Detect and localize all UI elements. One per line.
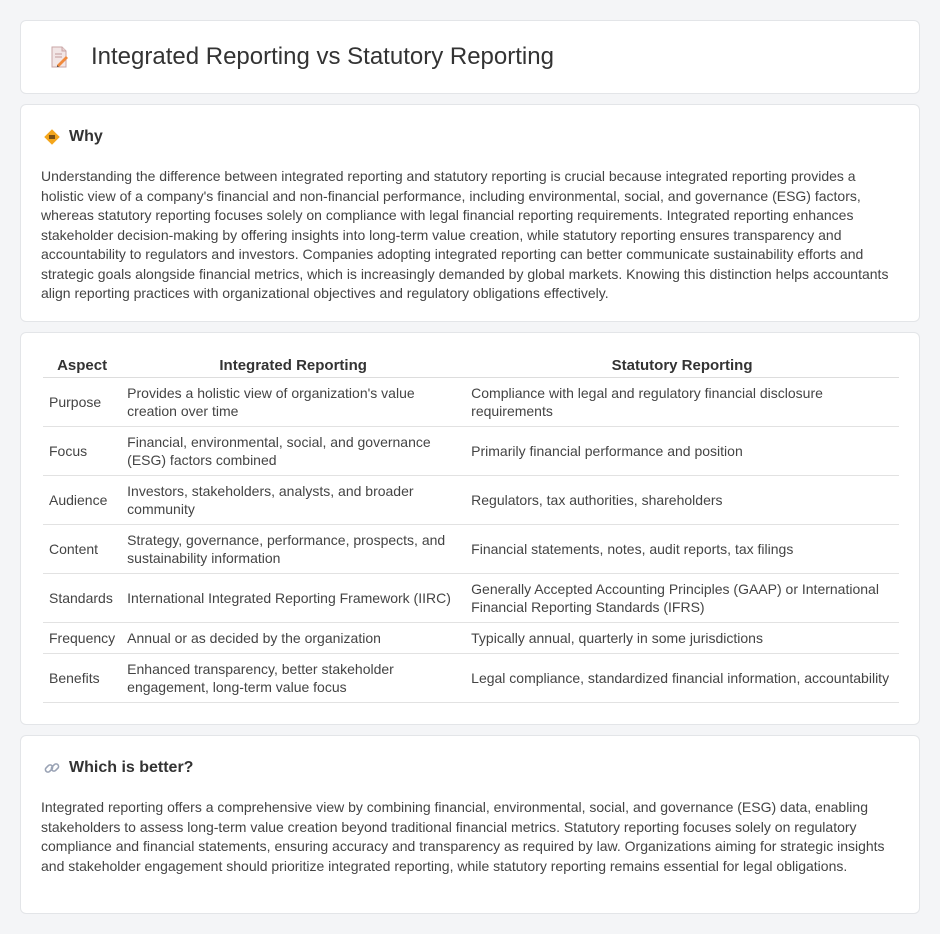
table-row (43, 377, 899, 426)
page-title: Integrated Reporting vs Statutory Reporting (91, 43, 554, 70)
aspect-cell: Focus (43, 426, 121, 475)
integrated-cell: Strategy, governance, performance, prospects, and sustainability information (121, 524, 465, 573)
integrated-cell: Financial, environmental, social, and governance (ESG) factors combined (121, 426, 465, 475)
why-card (20, 104, 920, 322)
header-aspect: Aspect (43, 355, 121, 377)
integrated-cell: Annual or as decided by the organization (121, 622, 465, 653)
table-row (43, 653, 899, 702)
aspect-cell: Audience (43, 475, 121, 524)
table-row (43, 573, 899, 622)
statutory-cell: Typically annual, quarterly in some jurisdictions (465, 622, 899, 653)
why-heading: Why (69, 128, 103, 145)
comparison-table (43, 355, 899, 703)
integrated-cell: Provides a holistic view of organization's value creation over time (121, 377, 465, 426)
aspect-cell: Frequency (43, 622, 121, 653)
integrated-cell: International Integrated Reporting Framework (IIRC) (121, 573, 465, 622)
better-card (20, 735, 920, 914)
statutory-cell: Compliance with legal and regulatory financial disclosure requirements (465, 377, 899, 426)
aspect-cell: Content (43, 524, 121, 573)
table-row (43, 622, 899, 653)
header-integrated: Integrated Reporting (121, 355, 465, 377)
table-row (43, 426, 899, 475)
document-edit-icon (47, 45, 71, 69)
integrated-cell: Enhanced transparency, better stakeholder engagement, long-term value focus (121, 653, 465, 702)
statutory-cell: Generally Accepted Accounting Principles (GAAP) or International Financial Reporting Standards (IFRS) (465, 573, 899, 622)
integrated-cell: Investors, stakeholders, analysts, and broader community (121, 475, 465, 524)
why-paragraph: Understanding the difference between integrated reporting and statutory reporting is crucial because integrated reporting provides a holistic view of a company's financial and non-financial performance, including environmental, social, and governance (ESG) factors, whereas statutory reporting focuses solely on compliance with legal financial reporting requirements. Integrated reporting enhances stakeholder decision-making by offering insights into long-term value creation, while statutory reporting ensures transparency and accountability to regulators and investors. Companies adopting integrated reporting can better communicate sustainability efforts and strategic goals alongside financial metrics, which is increasingly demanded by global markets. Knowing this distinction helps accountants align reporting practices with organizational objectives and regulatory obligations effectively. (41, 168, 889, 301)
table-row (43, 524, 899, 573)
better-heading: Which is better? (69, 759, 194, 776)
aspect-cell: Benefits (43, 653, 121, 702)
title-card (20, 20, 920, 94)
warning-sign-icon (43, 128, 61, 146)
table-header-row (43, 355, 899, 377)
table-row (43, 475, 899, 524)
comparison-card (20, 332, 920, 725)
aspect-cell: Purpose (43, 377, 121, 426)
statutory-cell: Financial statements, notes, audit reports, tax filings (465, 524, 899, 573)
statutory-cell: Primarily financial performance and position (465, 426, 899, 475)
header-statutory: Statutory Reporting (465, 355, 899, 377)
aspect-cell: Standards (43, 573, 121, 622)
link-icon (43, 759, 61, 777)
statutory-cell: Legal compliance, standardized financial information, accountability (465, 653, 899, 702)
better-paragraph: Integrated reporting offers a comprehensive view by combining financial, environmental, social, and governance (ESG) data, enabling stakeholders to assess long-term value creation beyond traditional financial metrics. Statutory reporting focuses solely on regulatory compliance and financial statements, ensuring accuracy and transparency as required by law. Organizations aiming for strategic insights and stakeholder engagement should prioritize integrated reporting, while statutory reporting remains essential for legal obligations. (41, 799, 885, 874)
statutory-cell: Regulators, tax authorities, shareholders (465, 475, 899, 524)
